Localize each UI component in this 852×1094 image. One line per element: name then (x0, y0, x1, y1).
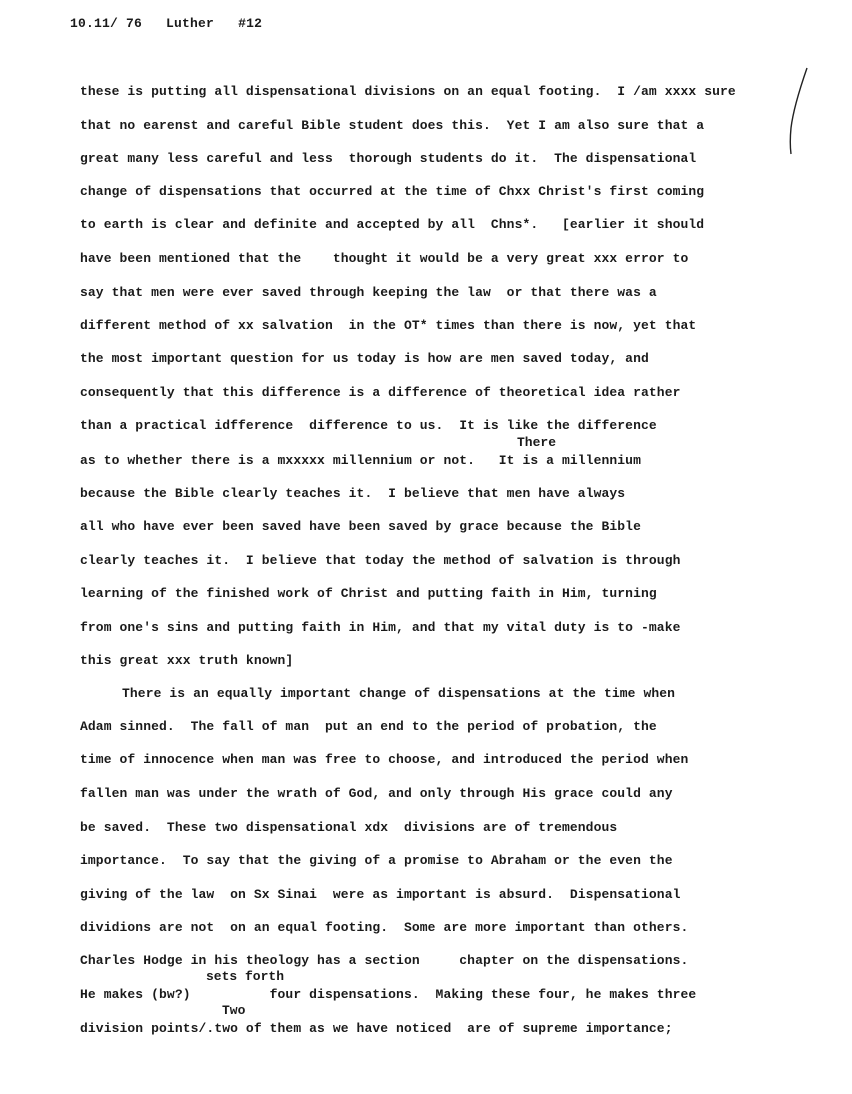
body-line: There is an equally important change of dispensations at the time when (122, 686, 676, 701)
body-line: giving of the law on Sx Sinai were as important is absurd. Dispensational (80, 887, 681, 902)
body-line: from one's sins and putting faith in Him, and that my vital duty is to -make (80, 620, 681, 635)
body-line: these is putting all dispensational divisions on an equal footing. I /am xxxx sure (80, 84, 736, 99)
interlinear-insertion-sets-forth: sets forth (206, 969, 285, 984)
body-line: that no earenst and careful Bible student does this. Yet I am also sure that a (80, 118, 705, 133)
header-author: Luther (166, 16, 215, 31)
body-line: clearly teaches it. I believe that today the method of salvation is through (80, 553, 681, 568)
body-line: this great xxx truth known] (80, 653, 294, 668)
interlinear-insertion-there: There (517, 435, 557, 450)
body-line: dividions are not on an equal footing. Some are more important than others. (80, 920, 689, 935)
body-line: the most important question for us today is how are men saved today, and (80, 351, 649, 366)
body-line: consequently that this difference is a difference of theoretical idea rather (80, 385, 681, 400)
body-line: division points/.two of them as we have noticed are of supreme importance; (80, 1021, 673, 1036)
interlinear-insertion-two: Two (222, 1003, 246, 1018)
body-line: learning of the finished work of Christ and putting faith in Him, turning (80, 586, 657, 601)
body-line: different method of xx salvation in the OT* times than there is now, yet that (80, 318, 697, 333)
body-line: Adam sinned. The fall of man put an end to the period of probation, the (80, 719, 657, 734)
margin-bracket-mark (785, 66, 811, 156)
header-number: #12 (238, 16, 263, 31)
body-line: to earth is clear and definite and accepted by all Chns*. [earlier it should (80, 217, 705, 232)
body-line: as to whether there is a mxxxxx millennium or not. It is a millennium (80, 453, 641, 468)
body-line: all who have ever been saved have been saved by grace because the Bible (80, 519, 641, 534)
body-line: be saved. These two dispensational xdx divisions are of tremendous (80, 820, 618, 835)
body-line: fallen man was under the wrath of God, and only through His grace could any (80, 786, 673, 801)
body-line: because the Bible clearly teaches it. I believe that men have always (80, 486, 626, 501)
header-date: 10.11/ 76 (70, 16, 143, 31)
body-line: Charles Hodge in his theology has a section chapter on the dispensations. (80, 953, 689, 968)
body-line: great many less careful and less thorough students do it. The dispensational (80, 151, 697, 166)
body-line: change of dispensations that occurred at the time of Chxx Christ's first coming (80, 184, 705, 199)
page-header (70, 16, 262, 31)
body-line: have been mentioned that the thought it would be a very great xxx error to (80, 251, 689, 266)
body-line: time of innocence when man was free to choose, and introduced the period when (80, 752, 689, 767)
body-line: importance. To say that the giving of a promise to Abraham or the even the (80, 853, 673, 868)
body-line: say that men were ever saved through keeping the law or that there was a (80, 285, 657, 300)
body-line: than a practical idfference difference to us. It is like the difference (80, 418, 657, 433)
body-line: He makes (bw?) four dispensations. Making these four, he makes three (80, 987, 697, 1002)
